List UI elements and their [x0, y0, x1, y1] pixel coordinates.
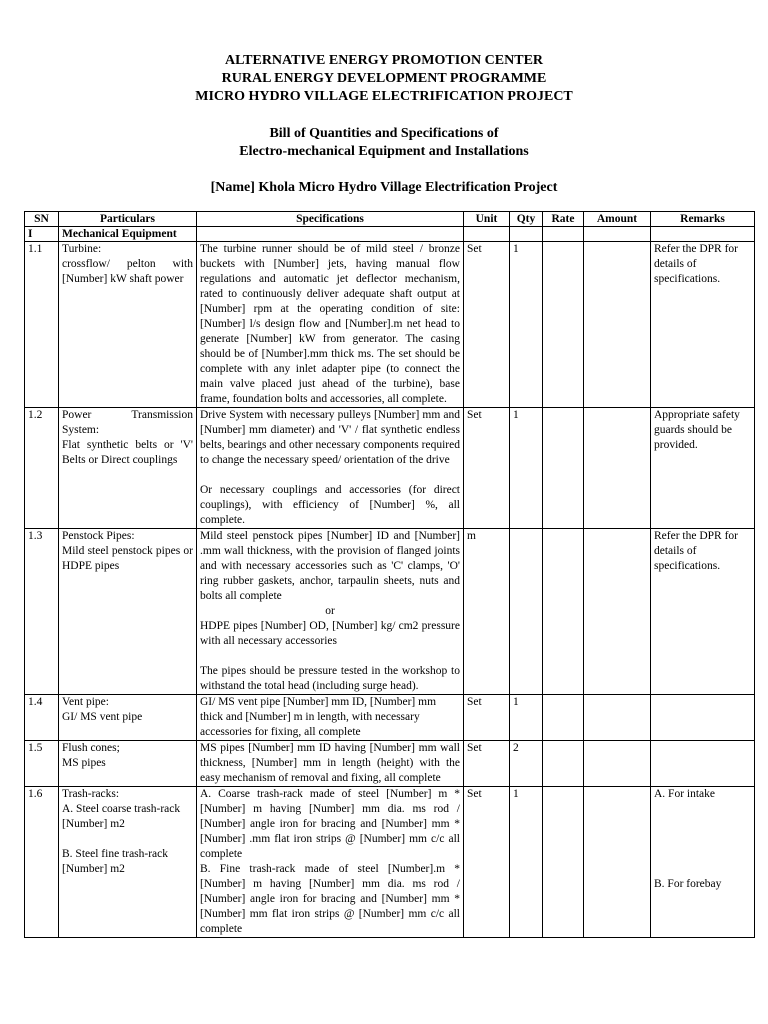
row-particulars	[59, 242, 197, 408]
section-empty-cell	[197, 227, 464, 242]
row-sn: 1.3	[25, 529, 59, 695]
col-header-sn: SN	[25, 212, 59, 227]
row-rate	[543, 529, 584, 695]
org-name-line-3: MICRO HYDRO VILLAGE ELECTRIFICATION PROJECT	[195, 89, 573, 104]
row-particulars	[59, 695, 197, 741]
row-rate	[543, 408, 584, 529]
row-specifications: The turbine runner should be of mild steel / bronze buckets with [Number] jets, having manual flow regulations and automatic jet deflector mechanism, rated to continuously deliver adequate shaft output at [Number] rpm at the operating condition of site: [Number] l/s design flow and [Number].m net head to generate [Number] kW from generator. The casing should be of [Number].mm thick ms. The set should be complete with any inlet adapter pipe (to connect the main valve placed just ahead of the turbine), base frame, foundation bolts and accessories, all complete.	[197, 242, 464, 408]
row-specifications	[197, 529, 464, 695]
spec-or: or	[325, 605, 335, 617]
col-header-qty: Qty	[510, 212, 543, 227]
table-row	[25, 787, 755, 938]
row-qty: 1	[510, 695, 543, 741]
spec-paragraph: Drive System with necessary pulleys [Number] mm and [Number] mm diameter) and 'V' / flat synthetic endless belts, bearings and other necessary components required to change the necessary speed/ orientation of the drive	[200, 409, 460, 466]
section-empty-cell	[584, 227, 651, 242]
col-header-amount: Amount	[584, 212, 651, 227]
spec-paragraph: Mild steel penstock pipes [Number] ID and [Number] .mm wall thickness, with the provision of flanged joints and with necessary accessories such as 'C' clamps, 'O' ring rubber gaskets, anchor, tarpaulin sheets, nuts and bolts all complete	[200, 530, 460, 602]
section-empty-cell	[464, 227, 510, 242]
row-sn: 1.2	[25, 408, 59, 529]
row-amount	[584, 741, 651, 787]
row-remarks	[651, 695, 755, 741]
table-row	[25, 529, 755, 695]
section-sn: I	[25, 227, 59, 242]
row-unit: Set	[464, 695, 510, 741]
particulars-text: Turbine: crossflow/ pelton with [Number] kW shaft power	[62, 243, 193, 285]
row-rate	[543, 741, 584, 787]
row-specifications: MS pipes [Number] mm ID having [Number] mm wall thickness, [Number] mm in length (height) with the easy mechanism of removal and fixing, all complete	[197, 741, 464, 787]
row-remarks: Refer the DPR for details of specifications.	[651, 529, 755, 695]
section-empty-cell	[543, 227, 584, 242]
row-amount	[584, 242, 651, 408]
organization-header	[0, 52, 768, 106]
section-label: Mechanical Equipment	[59, 227, 197, 242]
col-header-particulars: Particulars	[59, 212, 197, 227]
row-amount	[584, 695, 651, 741]
row-sn: 1.6	[25, 787, 59, 938]
spec-paragraph: Or necessary couplings and accessories (for direct couplings), with efficiency of [Number] %, all complete.	[200, 484, 460, 526]
row-qty: 2	[510, 741, 543, 787]
row-particulars	[59, 529, 197, 695]
row-unit: Set	[464, 408, 510, 529]
row-particulars	[59, 741, 197, 787]
spec-paragraph: B. Fine trash-rack made of steel [Number].m * [Number] m having [Number] mm dia. ms rod / [Number] angle iron for bracing and [Number] mm * [Number] mm flat iron strips @ [Number] mm c/c all complete	[200, 863, 460, 935]
col-header-remarks: Remarks	[651, 212, 755, 227]
row-specifications: GI/ MS vent pipe [Number] mm ID, [Number] mm thick and [Number] m in length, with necessary accessories for fixing, all complete	[197, 695, 464, 741]
row-sn: 1.1	[25, 242, 59, 408]
spec-paragraph: HDPE pipes [Number] OD, [Number] kg/ cm2 pressure with all necessary accessories	[200, 620, 460, 647]
table-row	[25, 741, 755, 787]
row-specifications	[197, 408, 464, 529]
remarks-text: A. For intake	[654, 788, 716, 800]
particulars-text: Penstock Pipes: Mild steel penstock pipes or HDPE pipes	[62, 530, 193, 572]
section-row	[25, 227, 755, 242]
col-header-rate: Rate	[543, 212, 584, 227]
row-amount	[584, 408, 651, 529]
col-header-specifications: Specifications	[197, 212, 464, 227]
remarks-text: B. For forebay	[654, 878, 722, 890]
row-rate	[543, 242, 584, 408]
table-row	[25, 408, 755, 529]
row-qty	[510, 529, 543, 695]
row-amount	[584, 787, 651, 938]
particulars-text: Flush cones; MS pipes	[62, 742, 120, 769]
spec-paragraph: A. Coarse trash-rack made of steel [Number] m * [Number] m having [Number] mm dia. ms rod / [Number] angle iron for bracing and [Number] mm * [Number] .mm flat iron strips @ [Number] mm c/c all complete	[200, 788, 460, 860]
row-qty: 1	[510, 408, 543, 529]
row-remarks	[651, 787, 755, 938]
table-row	[25, 242, 755, 408]
row-sn: 1.4	[25, 695, 59, 741]
row-unit: m	[464, 529, 510, 695]
table-header-row	[25, 212, 755, 227]
org-name-line-1: ALTERNATIVE ENERGY PROMOTION CENTER	[224, 53, 544, 68]
row-qty: 1	[510, 787, 543, 938]
row-rate	[543, 787, 584, 938]
row-unit: Set	[464, 242, 510, 408]
table-row	[25, 695, 755, 741]
col-header-unit: Unit	[464, 212, 510, 227]
row-sn: 1.5	[25, 741, 59, 787]
row-remarks	[651, 741, 755, 787]
particulars-text: Trash-racks: A. Steel coarse trash-rack [Number] m2	[62, 788, 181, 830]
bill-of-quantities-table	[24, 211, 755, 938]
row-unit: Set	[464, 741, 510, 787]
row-amount	[584, 529, 651, 695]
particulars-text: Vent pipe: GI/ MS vent pipe	[62, 696, 143, 723]
title-line-2: Electro-mechanical Equipment and Installations	[239, 144, 529, 159]
title-line-1: Bill of Quantities and Specifications of	[269, 126, 499, 141]
row-specifications	[197, 787, 464, 938]
section-empty-cell	[651, 227, 755, 242]
project-name: [Name] Khola Micro Hydro Village Electrification Project	[210, 180, 558, 195]
row-particulars	[59, 787, 197, 938]
row-unit: Set	[464, 787, 510, 938]
particulars-text: B. Steel fine trash-rack [Number] m2	[62, 848, 169, 875]
row-rate	[543, 695, 584, 741]
row-qty: 1	[510, 242, 543, 408]
particulars-text: Power Transmission System: Flat synthetic belts or 'V' Belts or Direct couplings	[62, 409, 193, 466]
document-title	[0, 125, 768, 161]
row-particulars	[59, 408, 197, 529]
org-name-line-2: RURAL ENERGY DEVELOPMENT PROGRAMME	[221, 71, 547, 86]
project-title	[0, 179, 768, 197]
row-remarks: Appropriate safety guards should be provided.	[651, 408, 755, 529]
row-remarks: Refer the DPR for details of specifications.	[651, 242, 755, 408]
spec-paragraph: The pipes should be pressure tested in the workshop to withstand the total head (including surge head).	[200, 665, 460, 692]
section-empty-cell	[510, 227, 543, 242]
